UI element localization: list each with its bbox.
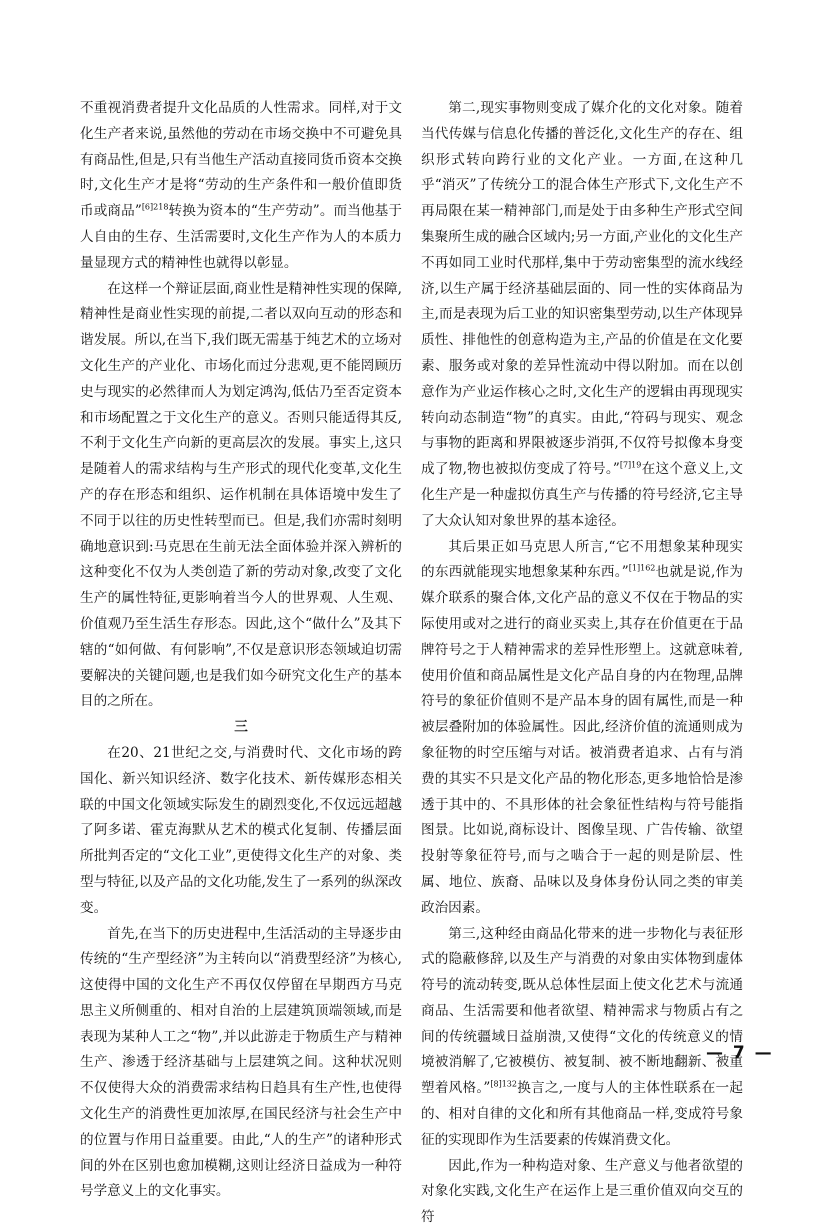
paragraph: [421, 96, 743, 535]
citation-ref: [8]132: [490, 1079, 517, 1089]
paragraph: 因此,作为一种构造对象、生产意义与他者欲望的对象化实践,文化生产在运作上是三重价值双向交互的符: [421, 1157, 743, 1226]
paragraph-text: 第三,这种经由商品化带来的进一步物化与表征形式的隐蔽修辞,以及生产与消费的对象由实体物到虚体符号的流动转变,既从总体性层面上使文化艺术与流通商品、生活需要和他者欲望、精神需求与物质占有之间的传统疆域日益崩溃,又使得“文化的传统意义的情境被消解了,它被模仿、被复制、被不断地翻新、被重塑着风格。”: [421, 925, 743, 1097]
paragraph-text: 其后果正如马克思人所言,“它不用想象某种现实的东西就能现实地想象某种东西。”: [421, 538, 743, 581]
paragraph-text: 换言之,一度与人的主体性联系在一起的、相对自律的文化和所有其他商品一样,变成符号象征的实现即作为生活要素的传媒消费文化。: [421, 1080, 743, 1148]
right-column: [421, 96, 743, 1231]
paragraph: [421, 922, 743, 1154]
paragraph-text: 在这个意义上,文化生产是一种虚拟仿真生产与传播的符号经济,它主导了大众认知对象世界的基本途径。: [421, 461, 743, 529]
citation-ref: [7]19: [619, 460, 642, 470]
paragraph-text: 也就是说,作为媒介联系的聚合体,文化产品的意义不仅在于物品的实际使用或对之进行的商业买卖上,其存在价值更在于品牌符号之于人精神需求的差异性形塑上。这就意味着,使用价值和商品属性是文化产品自身的内在物理,品牌符号的象征价值则不是产品本身的固有属性,而是一种被层叠附加的体验属性。因此,经济价值的流通则成为象征物的时空压缩与对话。被消费者追求、占有与消费的其实不只是文化产品的物化形态,更多地恰恰是渗透于其中的、不具形体的社会象征性结构与符号能指图景。比如说,商标设计、图像呈现、广告传输、欲望投射等象征符号,而与之啮合于一起的则是阶层、性属、地位、族裔、品味以及身体身份认同之类的审美政治因素。: [421, 564, 743, 916]
paragraph-text: 转换为资本的“生产劳动”。而当他基于人自由的生存、生活需要时,文化生产作为人的本质力量显现方式的精神性也就得以彰显。: [80, 203, 402, 271]
paragraph-text: 不重视消费者提升文化品质的人性需求。同样,对于文化生产者来说,虽然他的劳动在市场交换中不可避免具有商品性,但是,只有当他生产活动直接同货币资本交换时,文化生产才是将“劳动的生产条件和一般价值即货币或商品”: [80, 100, 402, 220]
paragraph: 在20、21世纪之交,与消费时代、文化市场的跨国化、新兴知识经济、数字化技术、新传媒形态相关联的中国文化领域实际发生的剧烈变化,不仅远远超越了阿多诺、霍克海默从艺术的模式化复制、传播层面所批判否定的“文化工业”,更使得文化生产的对象、类型与特征,以及产品的文化功能,发生了一系列的纵深改变。: [80, 744, 402, 916]
left-column: [80, 96, 402, 1205]
page-number: — 7 —: [706, 1043, 774, 1063]
section-heading: 三: [234, 719, 248, 736]
citation-ref: [6]218: [141, 202, 169, 212]
paragraph-text: 第二,现实事物则变成了媒介化的文化对象。随着当代传媒与信息化传播的普泛化,文化生产的存在、组织形式转向跨行业的文化产业。一方面,在这种几乎“消灭”了传统分工的混合体生产形式下,文化生产不再局限在某一精神部门,而是处于由多种生产形式空间集聚所生成的融合区域内;另一方面,产业化的文化生产不再如同工业时代那样,集中于劳动密集型的流水线经济,以生产属于经济基础层面的、同一性的实体商品为主,而是表现为后工业的知识密集型劳动,以生产体现异质性、排他性的创意构造为主,产品的价值是在文化要素、服务或对象的差异性流动中得以附加。而在以创意作为产业运作核心之时,文化生产的逻辑由再现现实转向动态制造“物”的真实。由此,“符码与现实、观念与事物的距离和界限被逐步消弭,不仅符号拟像本身变成了物,物也被拟仿变成了符号。”: [421, 100, 743, 478]
citation-ref: [1]162: [628, 563, 656, 573]
paragraph: [421, 535, 743, 922]
paragraph: 在这样一个辩证层面,商业性是精神性实现的保障,精神性是商业性实现的前提,二者以双向互动的形态和谐发展。所以,在当下,我们既无需基于纯艺术的立场对文化生产的产业化、市场化而过分悲观,更不能罔顾历史与现实的必然律而人为划定鸿沟,低估乃至否定资本和市场配置之于文化生产的意义。否则只能适得其反,不利于文化生产向新的更高层次的发展。事实上,这只是随着人的需求结构与生产形式的现代化变革,文化生产的存在形态和组织、运作机制在具体语境中发生了不同于以往的历史性转型而已。但是,我们亦需时刻明确地意识到:马克思在生前无法全面体验并深入辨析的这种变化不仅为人类创造了新的劳动对象,改变了文化生产的属性特征,更影响着当今人的世界观、人生观、价值观乃至生活生存形态。因此,这个“做什么”及其下辖的“如何做、有何影响”,不仅是意识形态领域迫切需要解决的关键问题,也是我们如今研究文化生产的基本目的之所在。: [80, 280, 402, 710]
paragraph: [80, 96, 402, 277]
paragraph: 首先,在当下的历史进程中,生活活动的主导逐步由传统的“生产型经济”为主转向以“消费型经济”为核心,这使得中国的文化生产不再仅仅停留在早期西方马克思主义所侧重的、相对自治的上层建筑顶端领域,而是表现为某种人工之“物”,并以此游走于物质生产与精神生产、渗透于经济基础与上层建筑之间。这种状况则不仅使得大众的消费需求结构日趋具有生产性,也使得文化生产的消费性更加浓厚,在国民经济与社会生产中的位置与作用日益重要。由此,“人的生产”的诸种形式间的外在区别也愈加模糊,这则让经济日益成为一种符号学意义上的文化事实。: [80, 925, 402, 1200]
